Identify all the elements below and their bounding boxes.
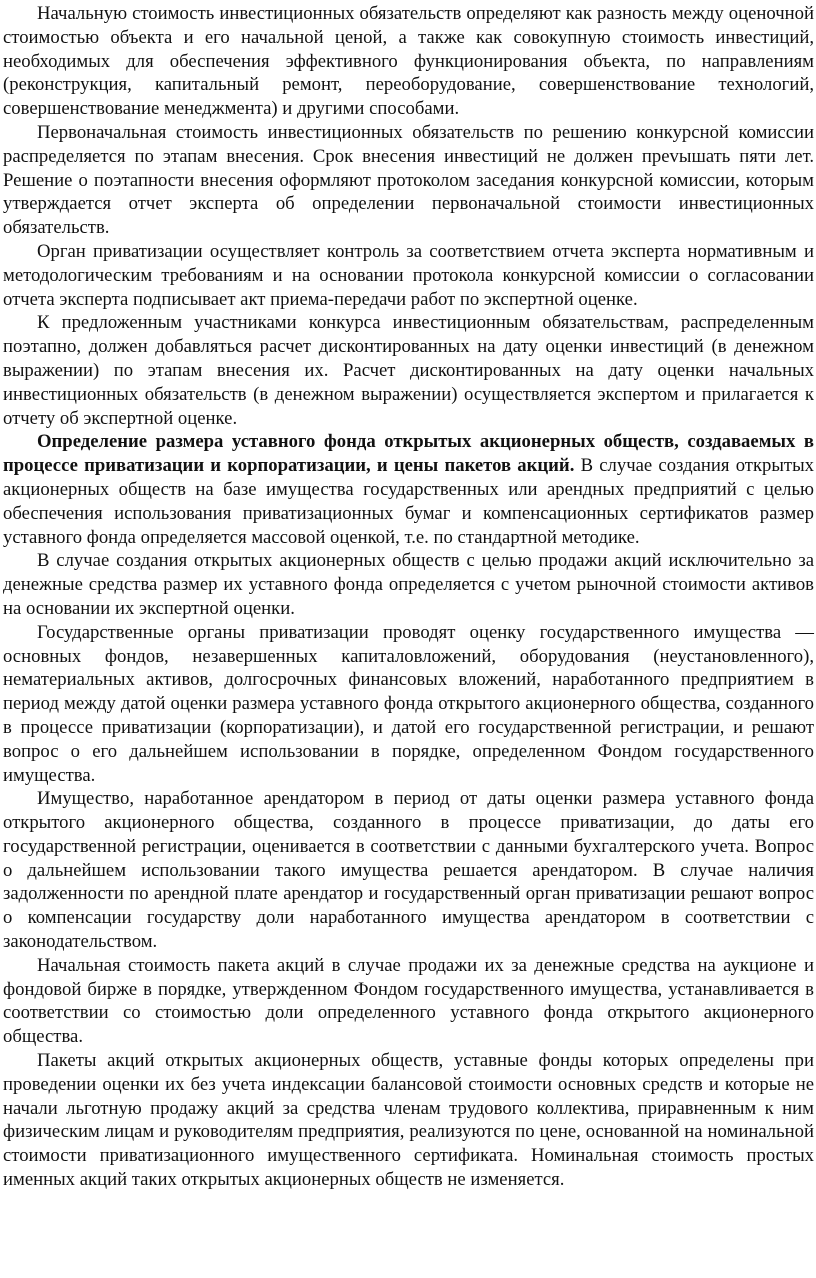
section-text: В случае создания открытых акционерных обществ на базе имущества государственных или арендных предприятий с целью обеспечения использования приватизационных бумаг и компенсационных сертификатов размер уставного фонда определяется массовой оценкой, т.е. по стандартной методике.: [3, 455, 814, 548]
paragraph-auction-price: Начальная стоимость пакета акций в случае продажи их за денежные средства на аукционе и фондовой бирже в порядке, утвержденном Фондом государственного имущества, устанавливается в соответствии со стоимостью доли определенного уставного фонда открытого акционерного общества.: [3, 954, 814, 1048]
paragraph-initial-cost: Начальную стоимость инвестиционных обязательств определяют как разность между оценочной стоимостью объекта и его начальной ценой, а также как совокупную стоимость инвестиций, необходимых для обеспечения эффективного функционирования объекта, по направлениям (реконструкция, капитальный ремонт, переоборудование, совершенствование технологий, совершенствование менеджмента) и другими способами.: [3, 3, 814, 120]
paragraph-cash-sale: В случае создания открытых акционерных обществ с целью продажи акций исключительно за денежные средства размер их уставного фонда определяется с учетом рыночной стоимости активов на основании их экспертной оценки.: [3, 550, 814, 619]
paragraph-tenant-property: Имущество, наработанное арендатором в период от даты оценки размера уставного фонда открытого акционерного общества, созданного в процессе приватизации, до даты его государственной регистрации, оценивается в соответствии с данными бухгалтерского учета. Вопрос о дальнейшем использовании такого имущества решается арендатором. В случае наличия задолженности по арендной плате арендатор и государственный орган приватизации решают вопрос о компенсации государству доли наработанного имущества арендатором в соответствии с законодательством.: [3, 788, 814, 953]
section-charter-fund: [3, 430, 814, 549]
paragraph-state-assessment: Государственные органы приватизации проводят оценку государственного имущества — основных фондов, незавершенных капиталовложений, оборудования (неустановленного), нематериальных активов, долгосрочных финансовых вложений, наработанного предприятием в период между датой оценки размера уставного фонда открытого акционерного общества, созданного в процессе приватизации (корпоратизации), и датой его государственной регистрации, и решают вопрос о его дальнейшем использовании в порядке, определенном Фондом государственного имущества.: [3, 621, 814, 786]
paragraph-discounted: К предложенным участниками конкурса инвестиционным обязательствам, распределенным поэтапно, должен добавляться расчет дисконтированных на дату оценки инвестиций (в денежном выражении) по этапам внесения их. Расчет дисконтированных на дату оценки начальных инвестиционных обязательств (в денежном выражении) осуществляется экспертом и прилагается к отчету об экспертной оценке.: [3, 312, 814, 429]
paragraph-stages: Первоначальная стоимость инвестиционных обязательств по решению конкурсной комиссии распределяется по этапам внесения. Срок внесения инвестиций не должен преvышать пяти лет. Решение о поэтапности внесения оформляют протоколом заседания конкурсной комиссии, которым утверждается отчет эксперта об определении первоначальной стоимости инвестиционных обязательств.: [3, 121, 814, 239]
paragraph-control: Орган приватизации осуществляет контроль за соответствием отчета эксперта нормативным и методологическим требованиям и на основании протокола конкурсной комиссии о согласовании отчета эксперта подписывает акт приема-передачи работ по экспертной оценке.: [3, 240, 814, 310]
section-heading: Определение размера уставного фонда открытых акционерных обществ, создаваемых в процессе приватизации и корпоратизации, и цены пакетов акций.: [3, 431, 814, 477]
paragraph-share-packages: Пакеты акций открытых акционерных обществ, уставные фонды которых определены при проведении оценки их без учета индексации балансовой стоимости основных средств и которые не начали льготную продажу акций за средства членам трудового коллектива, приравненным к ним физическим лицам и руководителям предприятия, реализуются по цене, основанной на номинальной стоимости приватизационного имущественного сертификата. Номинальная стоимость простых именных акций таких открытых акционерных обществ не изменяется.: [3, 1050, 814, 1191]
